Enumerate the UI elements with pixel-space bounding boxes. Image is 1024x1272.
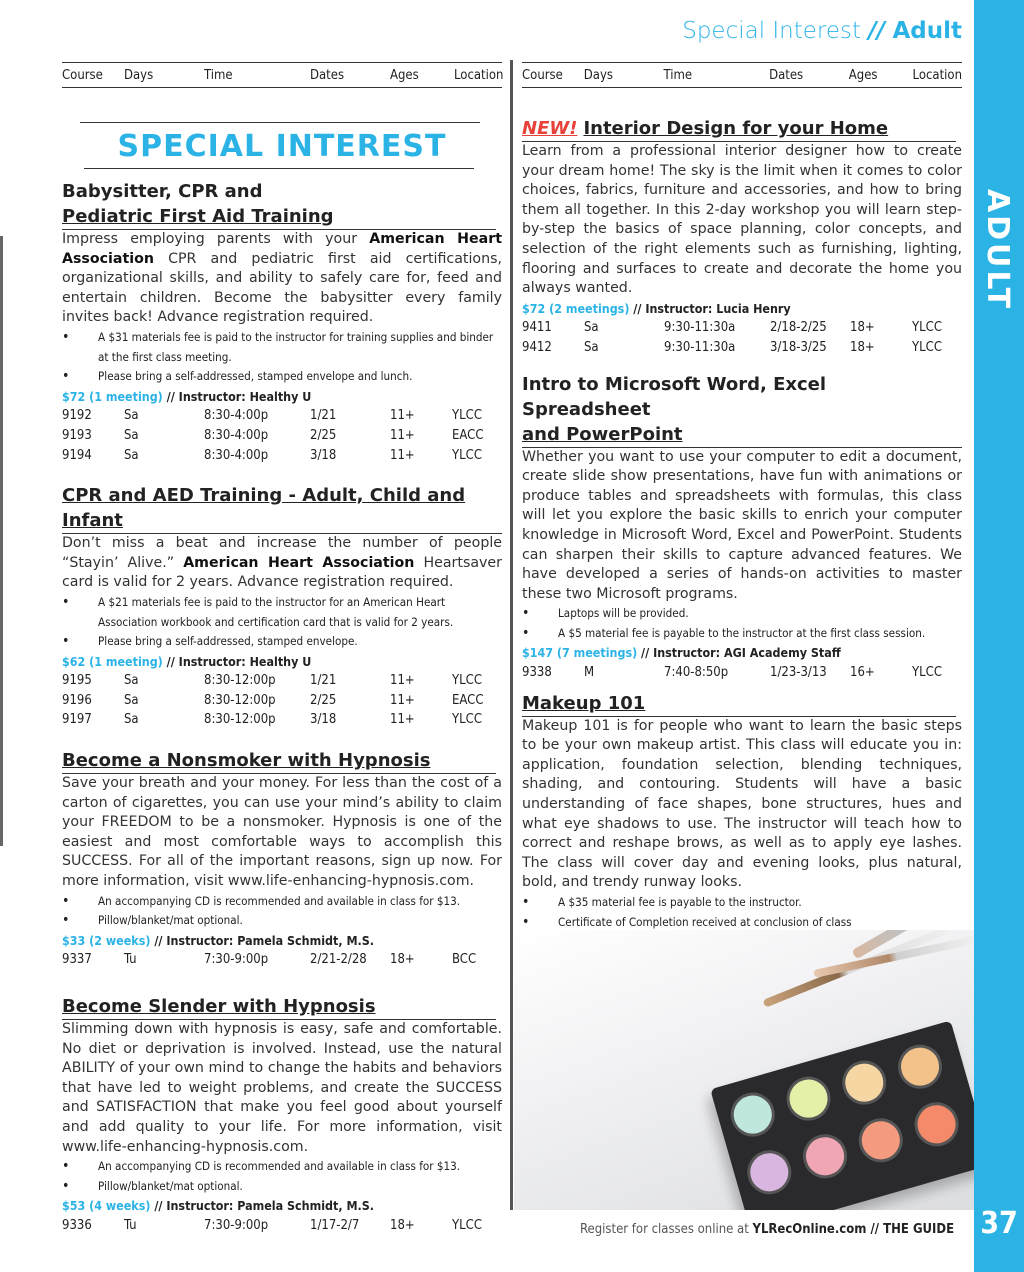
course-description: Makeup 101 is for people who want to learn the basic steps to be your own makeup artist. This class will educate you in: application, foundation selection, blending techniques, shading, and contouring. Students will have a basic understanding of face shapes, bone structures, hues and what eye shadows to use. The instructor will teach how to correct and reshape brows, as well as to apply eye lashes. The class will cover day and evening looks, plus natural, bold, and trendy runway looks. [522,717,962,891]
course-title-text: Makeup 101 [522,692,646,714]
session-ages: 18+ [390,1217,415,1233]
session-course: 9412 [522,339,552,355]
col-ages-label: Ages [390,67,419,83]
session-course: 9192 [62,408,92,424]
palette-pan [909,1097,963,1151]
session-location: YLCC [912,665,942,681]
course-description: Learn from a professional interior designer how to create your dream home! The sky is the limit when it comes to color choices, fabrics, furniture and accessories, and how to bring them all together. In this 2-day workshop you will learn step-by-step the basics of space planning, color concepts, and selection of the right elements such as furnishing, lighting, flooring and surfaces to create and decorate the home you always wanted. [522,143,962,297]
session-ages: 11+ [390,712,415,728]
session-location: YLCC [452,673,482,689]
instructor: // Instructor: Pamela Schmidt, M.S. [150,1198,375,1214]
col-days-label: Days [583,67,613,83]
session-location: EACC [452,692,484,708]
col-dates-label: Dates [310,67,345,83]
left-column [62,62,502,1236]
session-dates: 1/17-2/7 [310,1217,360,1233]
col-dates-label: Dates [769,67,804,83]
session-location: YLCC [452,712,482,728]
palette-pan [854,1113,908,1167]
session-course: 9337 [62,952,92,968]
note-item: • An accompanying CD is recommended and available in class for $13. [62,892,502,912]
session-course: 9196 [62,692,92,708]
col-days-label: Days [124,67,154,83]
session-days: Sa [124,447,139,463]
price-line [62,931,502,951]
instructor: // Instructor: AGI Academy Staff [637,645,841,661]
desc-part: CPR and pediatric first aid certifications, organizational skills, and ability to safely care for, feed and entertain children. Become the babysitter every family invites back! Advance registration required. [62,250,502,326]
session-days: Sa [124,673,139,689]
desc-part: Impress employing parents with your [62,231,370,247]
price: $147 (7 meetings) [522,645,638,661]
price-line [522,643,962,663]
course-interior-design [522,116,962,358]
session-time: 8:30-4:00p [204,447,269,463]
instructor: // Instructor: Healthy U [162,653,312,669]
session-days: Sa [584,320,599,336]
session-ages: 18+ [850,320,875,336]
new-badge: NEW! [522,118,578,139]
price: $72 (1 meeting) [62,388,163,404]
session-row [62,446,502,466]
session-location: YLCC [912,320,942,336]
header-section: Adult [892,18,962,44]
session-dates: 3/18-3/25 [770,339,827,355]
course-title [62,994,496,1020]
header-separator: // [868,18,886,44]
session-course: 9338 [522,665,552,681]
session-time: 7:30-9:00p [204,1217,269,1233]
session-ages: 11+ [390,408,415,424]
session-days: Sa [124,427,139,443]
session-location: YLCC [452,408,482,424]
price: $72 (2 meetings) [522,300,630,316]
course-microsoft [522,372,962,683]
desc-part: Heartsaver card is valid for 2 years. Advance registration required. [62,554,502,591]
session-days: Tu [124,1217,137,1233]
session-location: YLCC [452,1217,482,1233]
session-time: 8:30-4:00p [204,427,269,443]
session-time: 8:30-4:00p [204,408,269,424]
session-ages: 11+ [390,427,415,443]
column-header-right [522,62,962,88]
price: $53 (4 weeks) [62,1198,151,1214]
course-notes [62,1157,502,1196]
course-title-text: and PowerPoint [522,423,683,445]
section-title: SPECIAL INTEREST [117,129,447,164]
session-days: Sa [124,408,139,424]
course-notes [522,604,962,643]
session-dates: 1/21 [310,673,337,689]
course-slender [62,994,502,1236]
note-item: • Please bring a self-addressed, stamped envelope. [62,632,502,652]
page-number: 37 [980,1206,1018,1241]
course-title-line1: Intro to Microsoft Word, Excel Spreadsheet [522,373,827,420]
session-location: BCC [452,952,477,968]
note-item: • Pillow/blanket/mat optional. [62,1177,502,1197]
instructor: // Instructor: Pamela Schmidt, M.S. [150,932,375,948]
session-row [62,710,502,730]
course-notes [62,328,502,387]
palette-pan [893,1039,947,1093]
palette-pan [726,1087,780,1141]
price: $33 (2 weeks) [62,932,151,948]
session-dates: 1/23-3/13 [770,665,827,681]
course-babysitter [62,179,502,465]
session-row [62,691,502,711]
palette-pan [837,1055,891,1109]
session-row [62,1216,502,1236]
course-description [62,230,502,328]
course-cpr-aed [62,483,502,730]
price: $62 (1 meeting) [62,653,163,669]
note-item: • Laptops will be provided. [522,604,962,624]
session-course: 9411 [522,320,552,336]
course-description [62,534,502,593]
session-row [522,338,962,358]
palette-pan [781,1071,835,1125]
session-days: Sa [124,692,139,708]
desc-part: Don’t miss a beat and increase the number of people “Stayin’ Alive.” [62,535,502,571]
course-notes [522,893,962,932]
course-description: Whether you want to use your computer to edit a document, create slide show presentations, have fun with animations or produce tables and spreadsheets with formulas, this class will let you explore the basic skills to enrich your computer knowledge in Microsoft Word, Excel and PowerPoint. Students can sharpen their skills to capture advanced features. We have developed a series of hands-on activities to master these two Microsoft programs. [522,448,962,602]
session-course: 9194 [62,447,92,463]
course-title [522,691,956,717]
session-ages: 11+ [390,447,415,463]
session-dates: 2/18-2/25 [770,320,827,336]
column-header-left [62,62,502,88]
session-dates: 3/18 [310,447,337,463]
course-title-text: Pediatric First Aid Training [62,206,334,227]
course-title-text: Interior Design for your Home [583,118,889,139]
course-title [62,483,502,534]
course-title-line1: Babysitter, CPR and [62,181,263,202]
session-location: YLCC [912,339,942,355]
col-course-label: Course [62,67,103,83]
session-dates: 2/25 [310,692,337,708]
footer-prefix: Register for classes online at [580,1222,753,1237]
left-edge-bar [0,236,3,846]
col-time-label: Time [663,67,693,83]
session-time: 8:30-12:00p [204,712,276,728]
col-ages-label: Ages [848,67,878,83]
note-item: • Certificate of Completion received at conclusion of class [522,913,962,933]
palette-pan [798,1129,852,1183]
session-row [522,318,962,338]
session-course: 9193 [62,427,92,443]
session-ages: 18+ [850,339,875,355]
footer-site-link[interactable]: YLRecOnline.com [752,1222,867,1237]
col-location-label: Location [454,67,504,83]
right-column [522,62,962,971]
price-line [522,299,962,319]
course-title-text: Become Slender with Hypnosis [62,996,376,1017]
course-description: Save your breath and your money. For less than the cost of a carton of cigarettes, you can use your mind’s ability to claim your FREEDOM to be a nonsmoker. Hypnosis is one of the easiest and most comfortable ways to accomplish this SUCCESS. For all of the important reasons, sign up now. For more information, visit www.life-enhancing-hypnosis.com. [62,775,502,890]
note-item: • A $21 materials fee is paid to the instructor for an American Heart Association workbook and certification card that is valid for 2 years. [62,593,502,632]
col-location-label: Location [912,67,962,83]
session-dates: 1/21 [310,408,337,424]
session-ages: 11+ [390,673,415,689]
session-time: 9:30-11:30a [664,339,736,355]
header-category: Special Interest [682,18,862,44]
session-course: 9197 [62,712,92,728]
course-description: Slimming down with hypnosis is easy, safe and comfortable. No diet or deprivation is involved. Instead, use the natural ABILITY of your own mind to change the habits and behaviors that have led to weight problems, and create the SUCCESS and SATISFACTION that make you feel good about yourself and add quality to your life. For more information, visit www.life-enhancing-hypnosis.com. [62,1021,502,1155]
session-row [62,426,502,446]
course-title-text: Become a Nonsmoker with Hypnosis [62,750,431,772]
course-notes [62,892,502,931]
brush-icon [813,935,974,978]
palette-pan [742,1145,796,1199]
course-title-line2 [62,204,496,230]
session-ages: 18+ [390,952,415,968]
session-dates: 2/21-2/28 [310,952,367,968]
session-time: 9:30-11:30a [664,320,736,336]
session-time: 8:30-12:00p [204,673,276,689]
course-title-text: CPR and AED Training - Adult, Child and Infant [62,485,466,532]
eyeshadow-palette [710,1020,974,1210]
course-title [522,116,956,142]
course-title-line2 [522,422,962,448]
session-days: Sa [584,339,599,355]
session-course: 9195 [62,673,92,689]
session-row [522,663,962,683]
instructor: // Instructor: Lucia Henry [629,300,791,316]
course-nonsmoker [62,748,502,970]
footer [580,1222,954,1237]
desc-bold: American Heart Association [183,554,415,571]
session-ages: 16+ [850,665,875,681]
note-item: • Please bring a self-addressed, stamped envelope and lunch. [62,367,502,387]
session-time: 7:30-9:00p [204,952,269,968]
session-dates: 3/18 [310,712,337,728]
session-days: Sa [124,712,139,728]
session-location: EACC [452,427,484,443]
session-location: YLCC [452,447,482,463]
session-course: 9336 [62,1217,92,1233]
session-time: 7:40-8:50p [664,665,729,681]
note-item: • A $5 material fee is payable to the instructor at the first class session. [522,624,962,644]
col-time-label: Time [204,67,233,83]
session-time: 8:30-12:00p [204,692,276,708]
side-tab-label: ADULT [980,188,1015,312]
price-line [62,652,502,672]
note-item: • Pillow/blanket/mat optional. [62,911,502,931]
note-item: • A $31 materials fee is paid to the instructor for training supplies and binder at the first class meeting. [62,328,502,367]
session-dates: 2/25 [310,427,337,443]
course-title [62,748,496,774]
note-item: • A $35 material fee is payable to the instructor. [522,893,962,913]
course-notes [62,593,502,652]
price-line [62,387,502,407]
session-row [62,406,502,426]
column-divider [510,60,513,1210]
session-row [62,950,502,970]
session-days: Tu [124,952,137,968]
note-item: • An accompanying CD is recommended and available in class for $13. [62,1157,502,1177]
session-row [62,671,502,691]
footer-suffix: // THE GUIDE [866,1222,955,1237]
desc-bold: American Heart Association [62,231,502,267]
session-ages: 11+ [390,692,415,708]
page-header [682,18,962,44]
instructor: // Instructor: Healthy U [162,388,312,404]
col-course-label: Course [522,67,563,83]
makeup-photo [514,930,974,1210]
price-line [62,1196,502,1216]
session-days: M [584,665,595,681]
